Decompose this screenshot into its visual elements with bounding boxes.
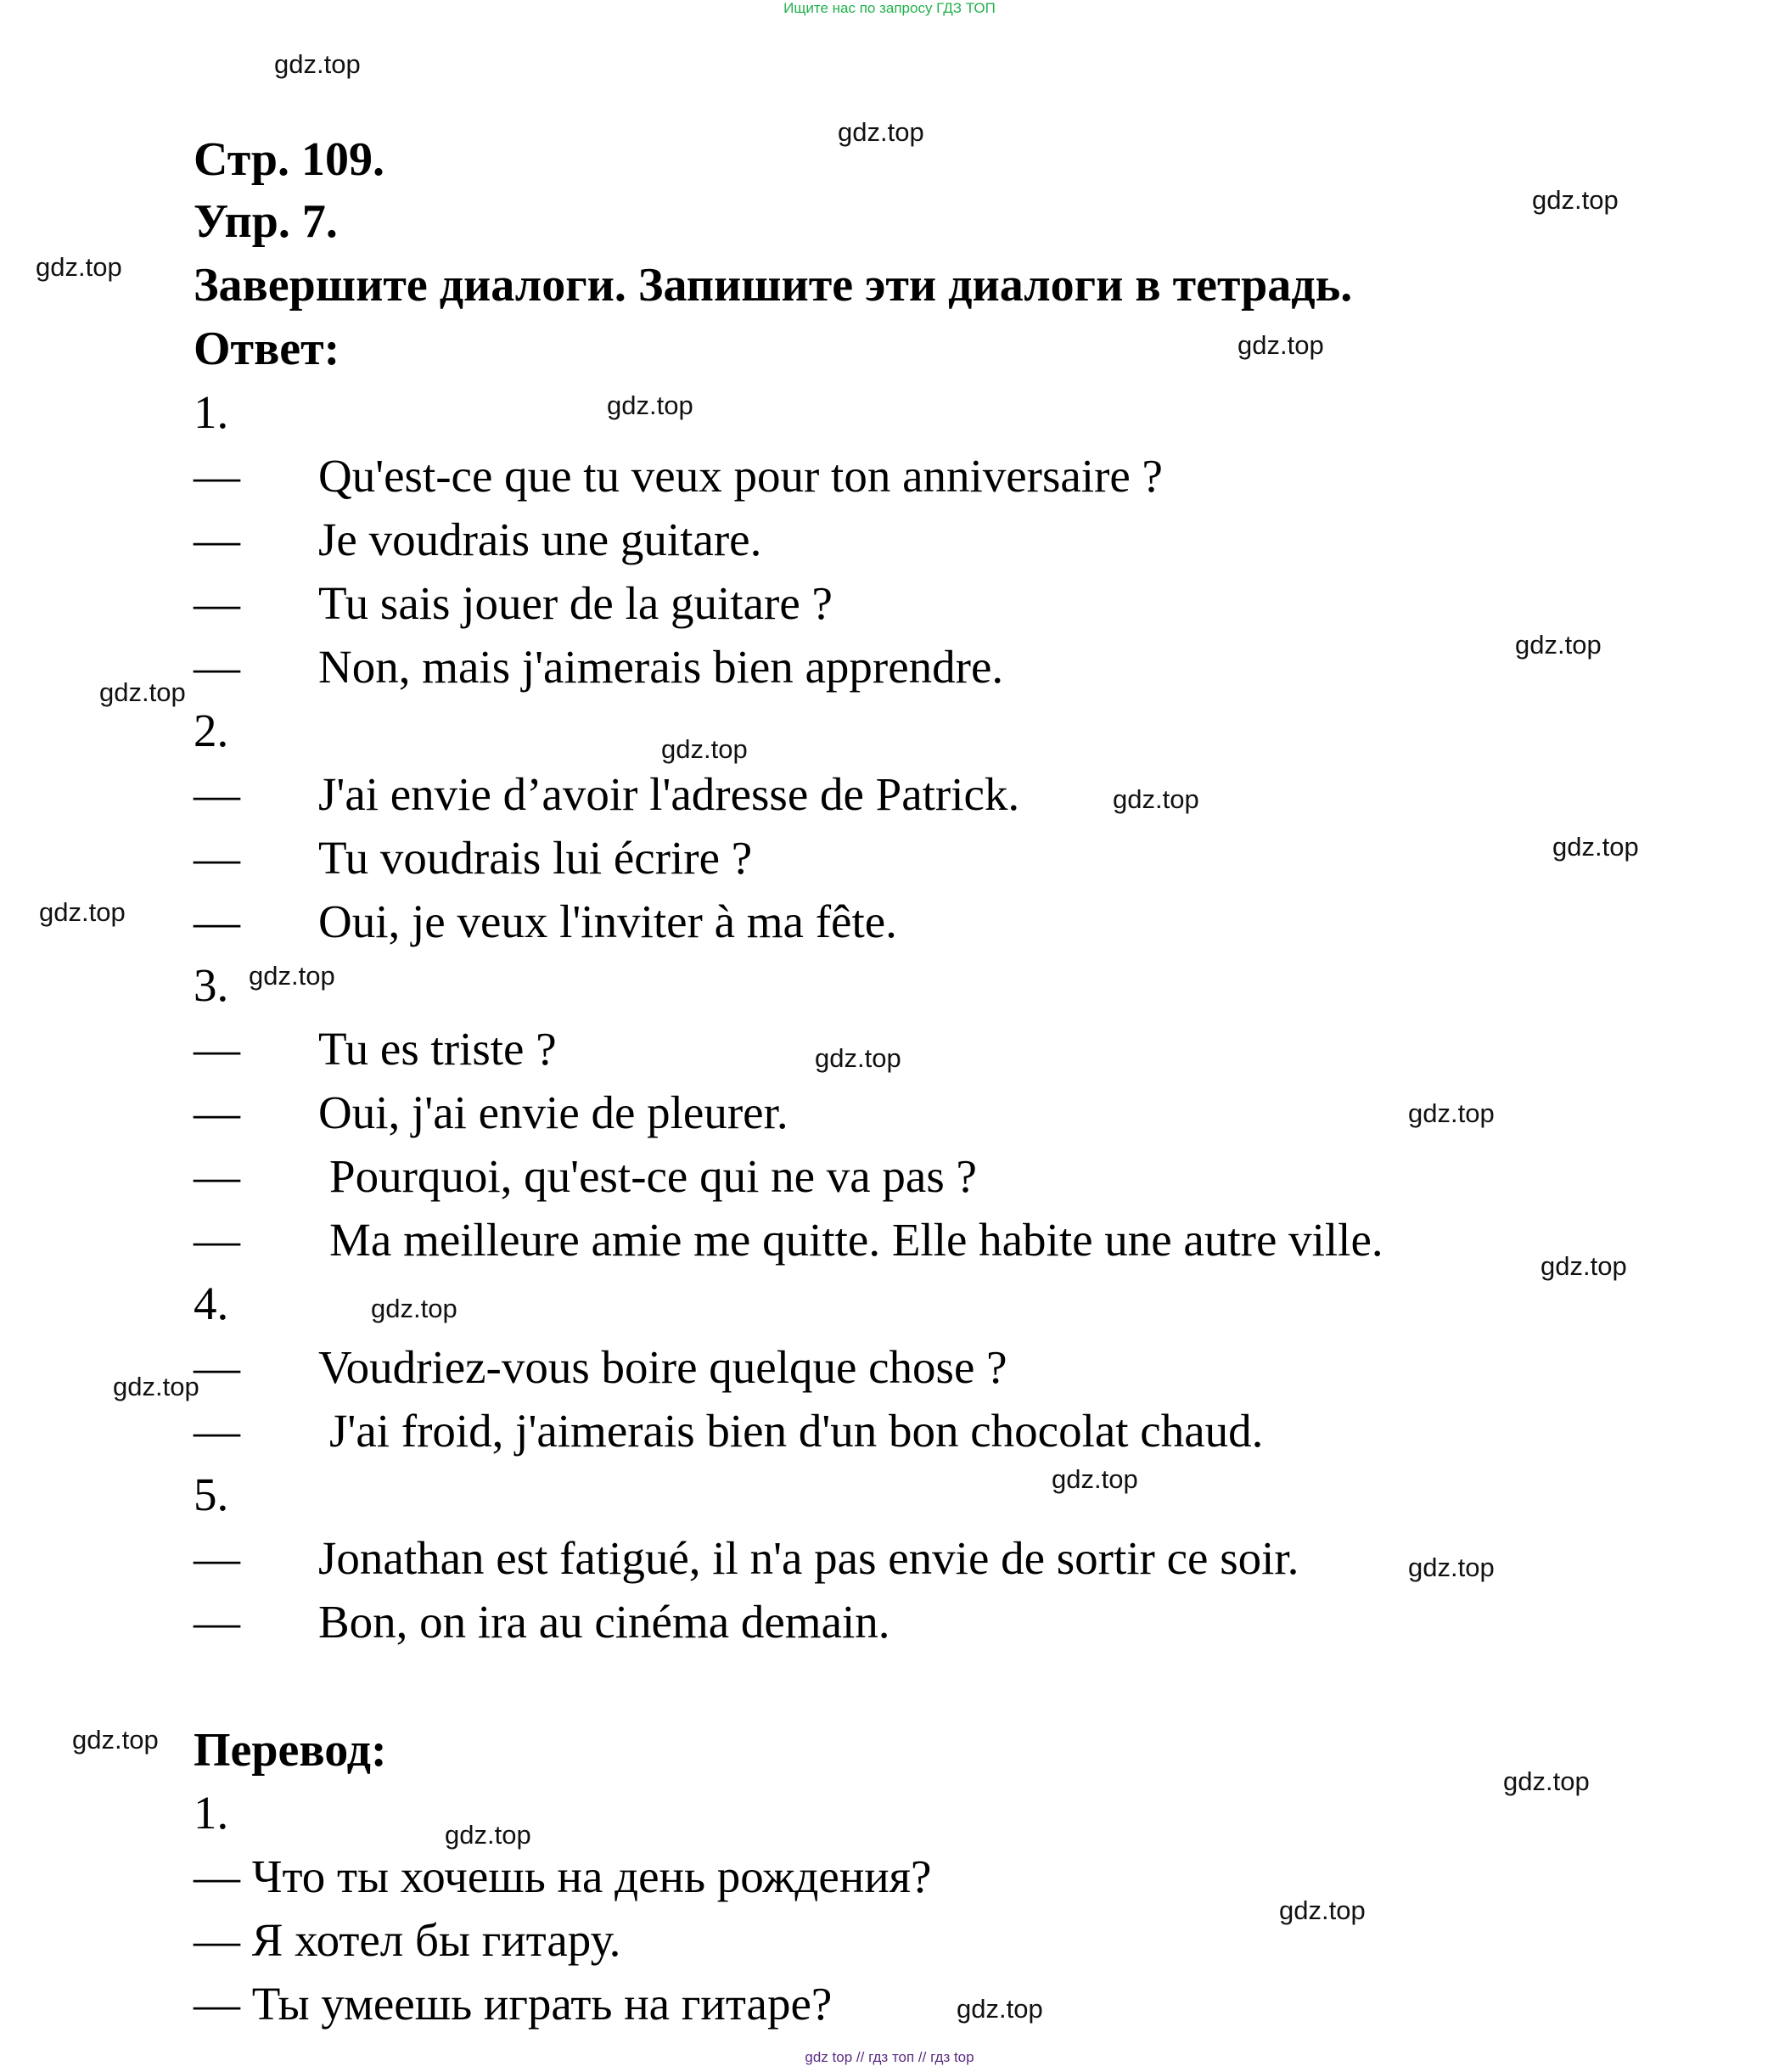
translation-line: — Что ты хочешь на день рождения? — [194, 1850, 932, 1902]
translation-line: — Ты умеешь играть на гитаре? — [194, 1978, 833, 2030]
dialogue-dash: — — [194, 577, 240, 629]
dialogue-line: Pourquoi, qu'est-ce qui ne va pas ? — [329, 1150, 977, 1202]
watermark: gdz.top — [1408, 1553, 1495, 1582]
watermark: gdz.top — [249, 961, 335, 991]
watermark: gdz.top — [1532, 185, 1619, 215]
dialogue-number: 5. — [194, 1468, 229, 1520]
watermark: gdz.top — [1408, 1098, 1495, 1128]
watermark: gdz.top — [957, 1994, 1043, 2024]
translation-heading: Перевод: — [194, 1724, 387, 1777]
watermark: gdz.top — [39, 897, 126, 927]
watermark: gdz.top — [371, 1294, 457, 1323]
dialogue-line: Qu'est-ce que tu veux pour ton anniversaire ? — [318, 450, 1163, 502]
dialogue-dash: — — [194, 641, 240, 693]
dialogue-line: Oui, je veux l'inviter à ma fête. — [318, 896, 897, 947]
watermark: gdz.top — [1237, 330, 1324, 360]
translation-line: — Я хотел бы гитару. — [194, 1914, 621, 1966]
watermark: gdz.top — [445, 1820, 531, 1850]
watermark: gdz.top — [661, 734, 748, 764]
dialogue-dash: — — [194, 514, 240, 565]
dialogue-line: Tu voudrais lui écrire ? — [318, 832, 753, 884]
dialogue-number: 4. — [194, 1277, 229, 1329]
dialogue-dash: — — [194, 1150, 240, 1202]
watermark: gdz.top — [1052, 1464, 1138, 1494]
watermark: gdz.top — [1113, 784, 1199, 814]
dialogue-line: Je voudrais une guitare. — [318, 514, 762, 565]
dialogue-line: Tu es triste ? — [318, 1023, 557, 1075]
dialogue-dash: — — [194, 1023, 240, 1075]
watermark: gdz.top — [274, 49, 361, 79]
dialogue-number: 3. — [194, 959, 229, 1011]
dialogue-line: Oui, j'ai envie de pleurer. — [318, 1087, 788, 1138]
dialogue-dash: — — [194, 896, 240, 947]
dialogue-number: 1. — [194, 386, 229, 438]
dialogue-line: J'ai envie d’avoir l'adresse de Patrick. — [318, 768, 1020, 820]
watermark: gdz.top — [1279, 1895, 1366, 1925]
bottom-banner: gdz top // гдз топ // гдз top — [805, 2049, 974, 2065]
dialogue-dash: — — [194, 1341, 240, 1393]
dialogue-dash: — — [194, 832, 240, 884]
dialogue-dash: — — [194, 1532, 240, 1584]
dialogue-line: Non, mais j'aimerais bien apprendre. — [318, 641, 1004, 693]
task-heading: Завершите диалоги. Запишите эти диалоги в тетрадь. — [194, 259, 1353, 312]
dialogue-dash: — — [194, 450, 240, 502]
page-number-heading: Стр. 109. — [194, 133, 385, 186]
dialogue-line: Voudriez-vous boire quelque chose ? — [318, 1341, 1007, 1393]
watermark: gdz.top — [1515, 630, 1602, 660]
dialogue-number: 2. — [194, 705, 229, 756]
watermark: gdz.top — [99, 677, 186, 707]
watermark: gdz.top — [838, 117, 924, 147]
watermark: gdz.top — [72, 1725, 159, 1755]
watermark: gdz.top — [1503, 1766, 1590, 1796]
dialogue-line: Ma meilleure amie me quitte. Elle habite une autre ville. — [329, 1214, 1383, 1266]
dialogue-dash: — — [194, 1596, 240, 1648]
dialogue-line: J'ai froid, j'aimerais bien d'un bon chocolat chaud. — [329, 1405, 1264, 1457]
dialogue-dash: — — [194, 1405, 240, 1457]
dialogue-dash: — — [194, 768, 240, 820]
dialogue-dash: — — [194, 1214, 240, 1266]
watermark: gdz.top — [815, 1043, 901, 1073]
translation-number: 1. — [194, 1787, 229, 1839]
watermark: gdz.top — [113, 1372, 199, 1401]
dialogue-line: Bon, on ira au cinéma demain. — [318, 1596, 890, 1648]
watermark: gdz.top — [1552, 832, 1639, 862]
watermark: gdz.top — [607, 390, 693, 420]
watermark: gdz.top — [1540, 1251, 1627, 1281]
exercise-heading: Упр. 7. — [194, 195, 338, 248]
dialogue-dash: — — [194, 1087, 240, 1138]
answer-label: Ответ: — [194, 323, 340, 375]
dialogue-line: Tu sais jouer de la guitare ? — [318, 577, 833, 629]
top-banner: Ищите нас по запросу ГДЗ ТОП — [783, 0, 996, 16]
dialogue-line: Jonathan est fatigué, il n'a pas envie de sortir ce soir. — [318, 1532, 1299, 1584]
watermark: gdz.top — [36, 252, 122, 282]
